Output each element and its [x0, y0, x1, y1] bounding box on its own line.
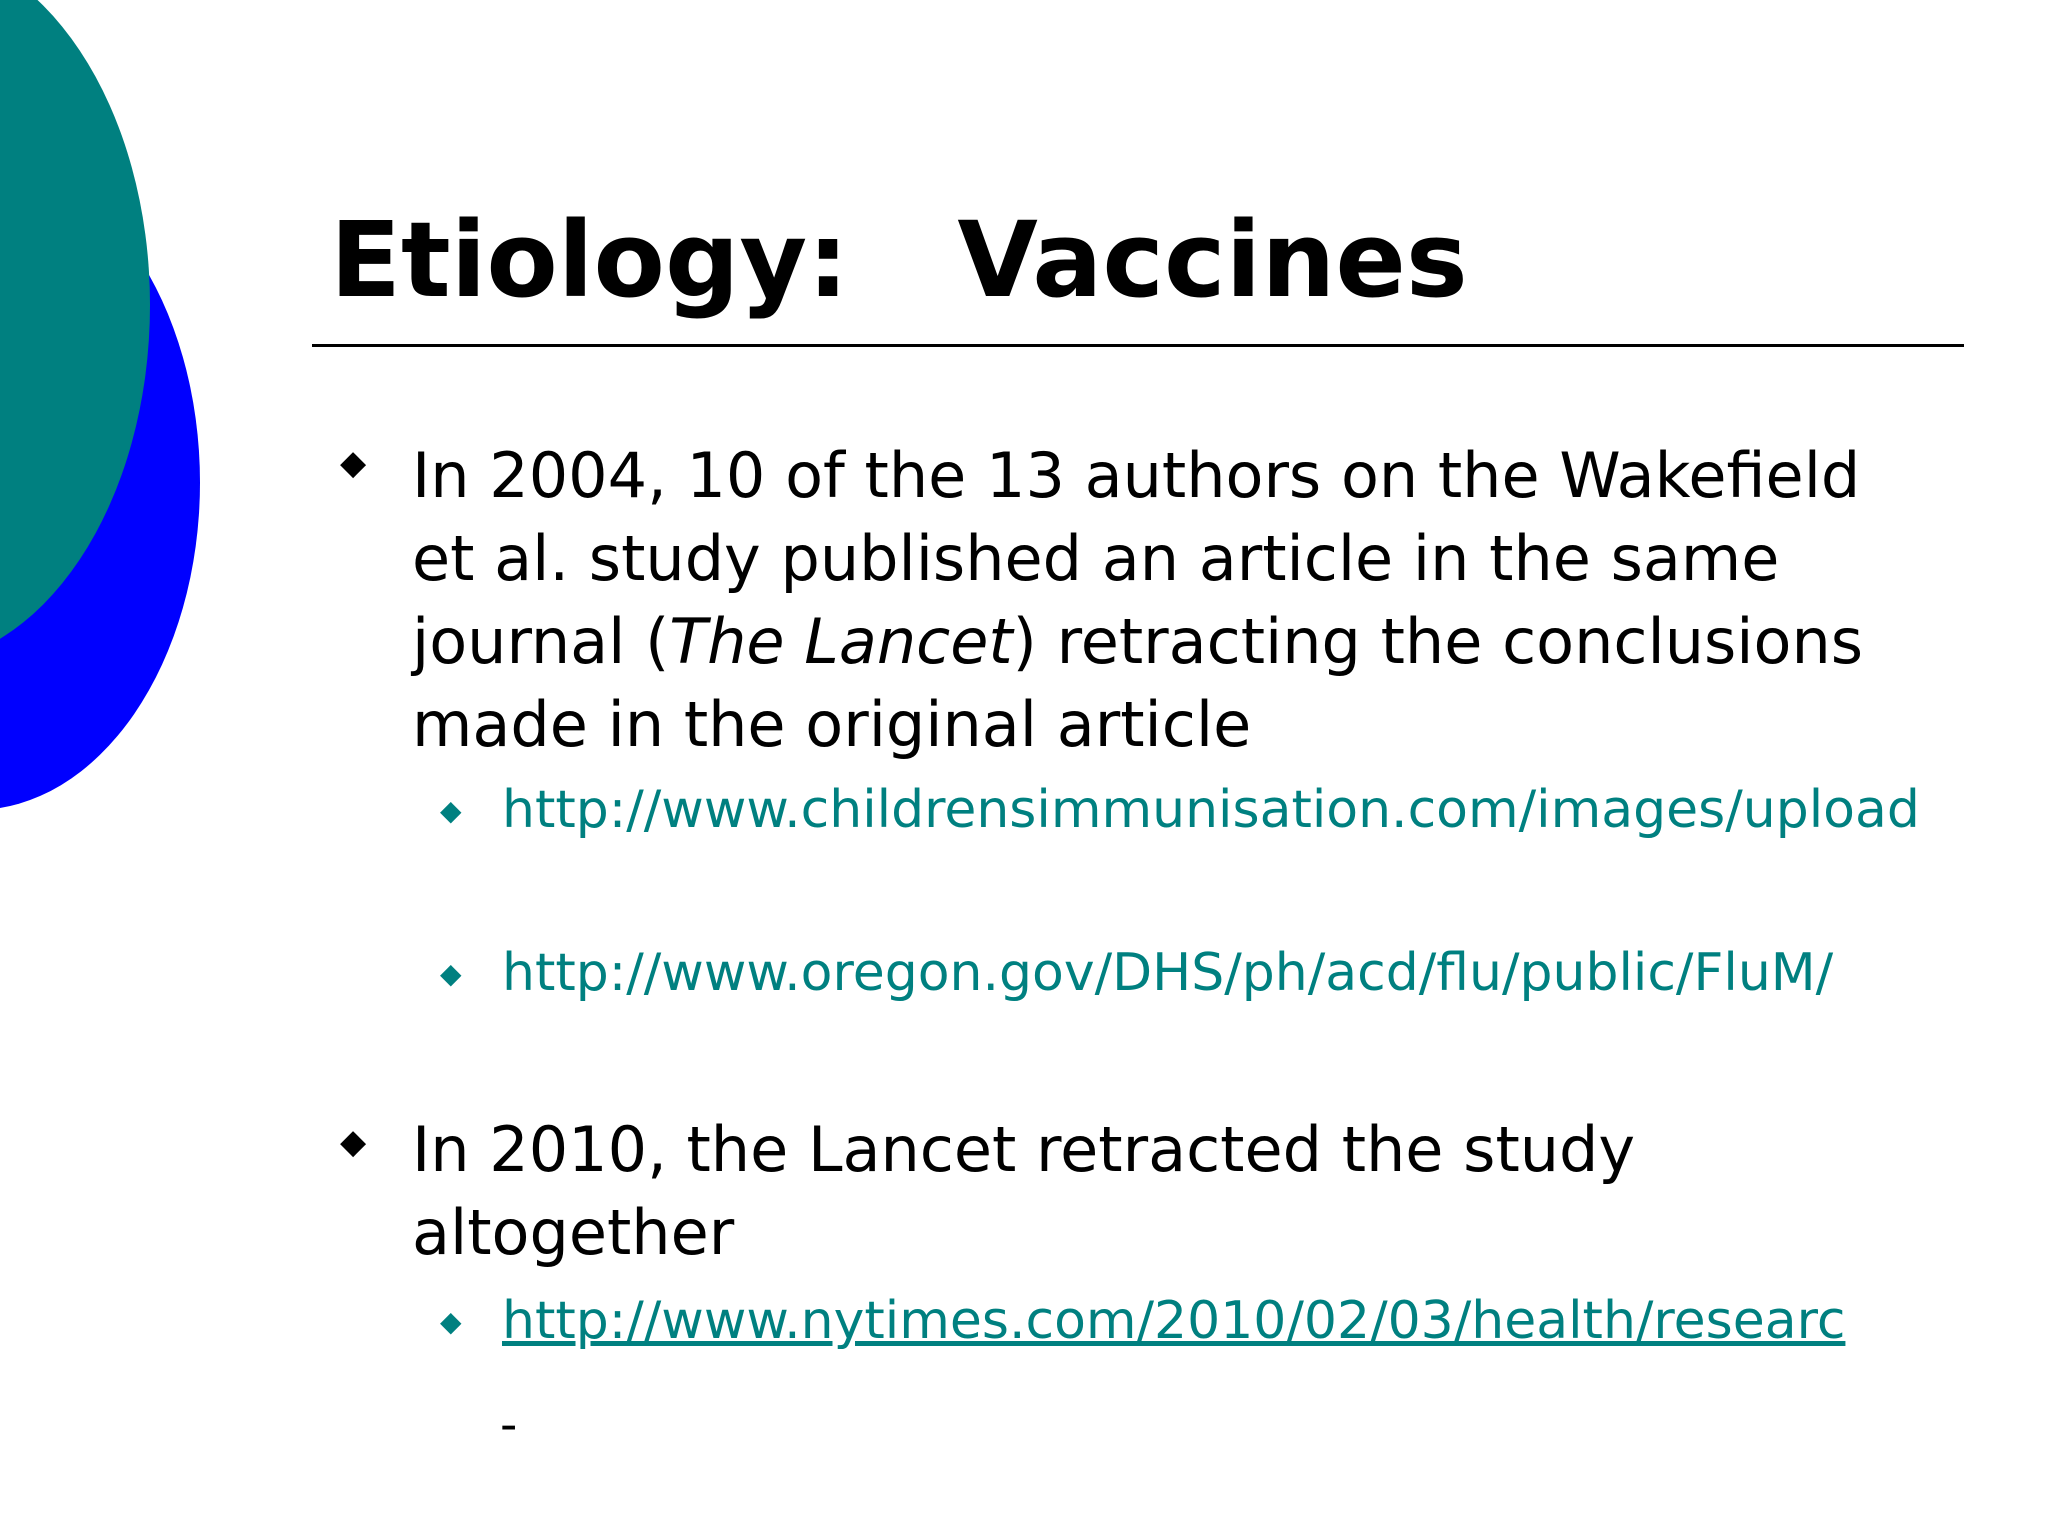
diamond-icon: ◆ — [440, 957, 462, 990]
bullet-1-link-1[interactable]: http://www.childrensimmunisation.com/images/upload — [502, 780, 1920, 840]
diamond-icon: ◆ — [340, 443, 367, 483]
bullet-2-link-1[interactable] — [502, 1286, 1942, 1356]
bullet-2-text: In 2010, the Lancet retracted the study altogether — [412, 1113, 1636, 1269]
diamond-icon: ◆ — [440, 794, 462, 827]
bullet-1-italic: The Lancet — [669, 605, 1013, 678]
bullet-1-text-after: ) retracting the conclusions made in the original article — [412, 605, 1864, 761]
trailing-dash: - — [500, 1397, 518, 1453]
bullet-1-text — [412, 434, 1892, 766]
diamond-icon: ◆ — [340, 1122, 367, 1162]
slide-title: Etiology: Vaccines — [330, 199, 1468, 321]
nytimes-link[interactable]: http://www.nytimes.com/2010/02/03/health/researc — [502, 1291, 1846, 1351]
bullet-1-link-2[interactable]: http://www.oregon.gov/DHS/ph/acd/flu/public/FluM/ — [502, 943, 1834, 1003]
diamond-icon: ◆ — [440, 1305, 462, 1338]
bullet-1-text-before: In 2004, 10 of the 13 authors on the Wakefield et al. study published an article in the same journal ( — [412, 439, 1861, 678]
